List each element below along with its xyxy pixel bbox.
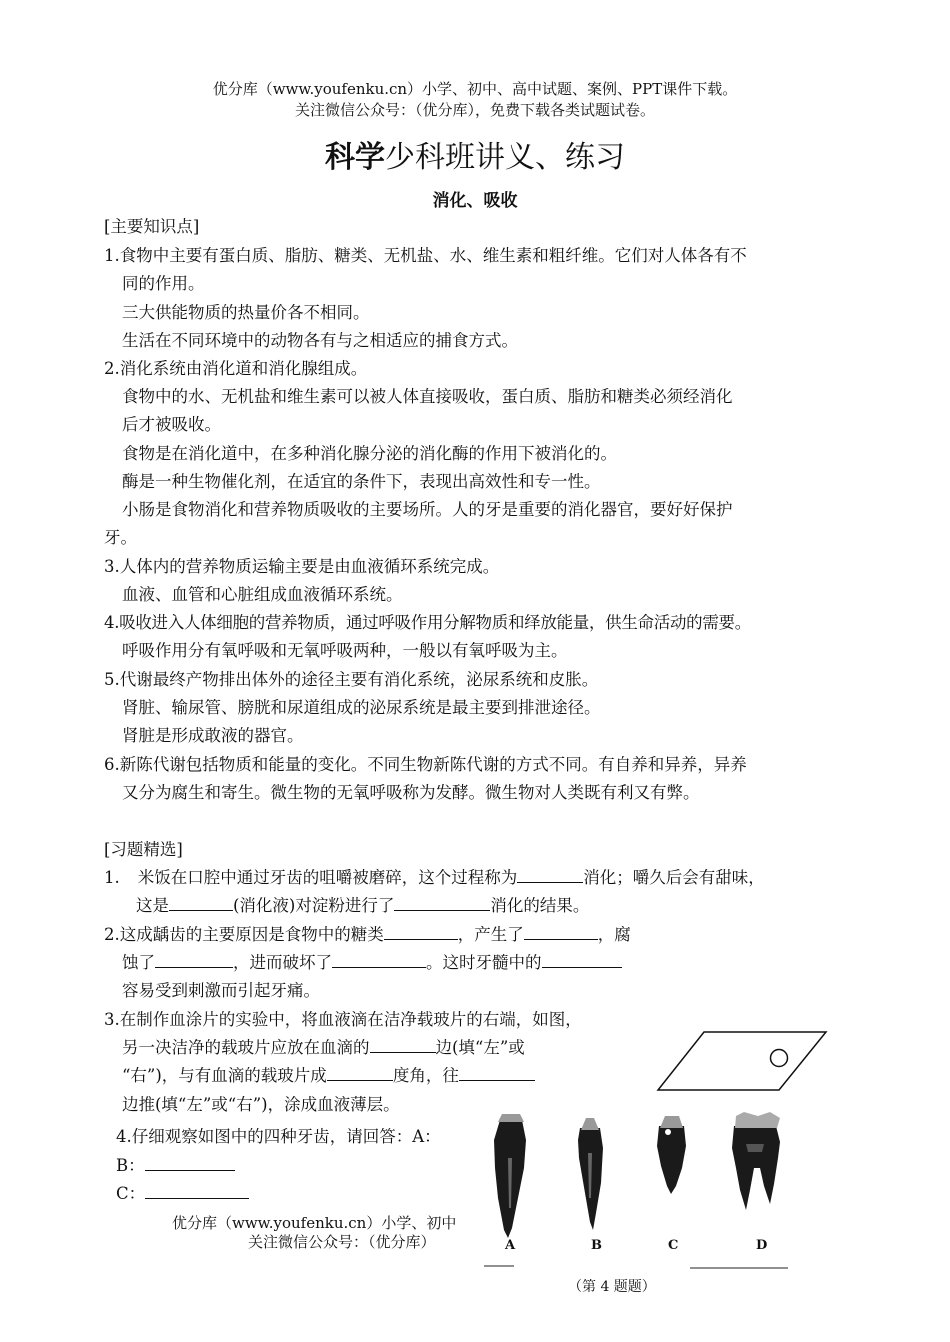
footer-line-1: 优分库（www.youfenku.cn）小学、初中 [172, 1214, 457, 1232]
knowledge-line: 4.吸收进入人体细胞的营养物质，通过呼吸作用分解物质和绎放能量，供生命活动的需要。 [104, 613, 751, 632]
answer-blank[interactable] [542, 952, 622, 968]
header-line-2: 关注微信公众号：（优分库），免费下载各类试题试卷。 [294, 101, 655, 119]
exercises-heading: [习题精选] [104, 840, 183, 859]
answer-blank[interactable] [459, 1065, 535, 1081]
knowledge-line: 三大供能物质的热量价各不相同。 [122, 303, 370, 322]
knowledge-line: 3.人体内的营养物质运输主要是由血液循环系统完成。 [104, 557, 500, 576]
question-3-line-2 [122, 1034, 525, 1058]
q2-text-f: 。这时牙髓中的 [426, 953, 542, 972]
q1-text-a: 米饭在口腔中通过牙齿的咀嚼被磨碎，这个过程称为 [137, 868, 518, 887]
blood-drop-shape [771, 1050, 788, 1067]
knowledge-line: 酶是一种生物催化剂，在适宜的条件下，表现出高效性和专一性。 [122, 472, 601, 491]
question-3-line-4: 边推(填“左”或“右”)，涂成血液薄层。 [122, 1095, 400, 1114]
question-4-line-3 [116, 1180, 249, 1204]
knowledge-line: 同的作用。 [122, 274, 205, 293]
answer-blank[interactable] [384, 924, 458, 940]
knowledge-line: 生活在不同环境中的动物各有与之相适应的捕食方式。 [122, 331, 518, 350]
page-title-bold: 科学 [325, 140, 385, 175]
q1-number: 1. [104, 868, 120, 887]
question-2-line-3: 容易受到刺激而引起牙痛。 [122, 981, 320, 1000]
answer-blank[interactable] [394, 895, 490, 911]
teeth-figure [478, 1098, 800, 1273]
question-4-line-1: 4.仔细观察如图中的四种牙齿，请回答：A： [116, 1127, 441, 1146]
knowledge-line: 6.新陈代谢包括物质和能量的变化。不同生物新陈代谢的方式不同。有自养和异养，异养 [104, 755, 747, 774]
question-3-line-1: 3.在制作血涂片的实验中，将血液滴在洁净载玻片的右端，如图， [104, 1010, 582, 1029]
q3-text-d: “右”)，与有血滴的载玻片成 [122, 1066, 327, 1085]
question-4-line-2 [116, 1152, 235, 1176]
tooth-label-d: D [756, 1238, 768, 1253]
answer-blank[interactable] [332, 952, 426, 968]
answer-blank[interactable] [524, 924, 598, 940]
knowledge-line: 肾脏、输尿管、膀胱和尿道组成的泌尿系统是最主要到排泄途径。 [122, 698, 601, 717]
glass-slide-shape [658, 1032, 826, 1090]
answer-blank[interactable] [155, 952, 233, 968]
q1-text-c: 这是 [136, 896, 169, 915]
q3-text-b: 另一决洁净的载玻片应放在血滴的 [122, 1038, 370, 1057]
answer-blank[interactable] [169, 895, 233, 911]
knowledge-line: 2.消化系统由消化道和消化腺组成。 [104, 359, 368, 378]
q1-text-e: 消化的结果。 [490, 896, 590, 915]
question-1-line-2 [136, 892, 589, 916]
q3-text-e: 度角，往 [392, 1066, 459, 1085]
knowledge-line: 小肠是食物消化和营养物质吸收的主要场所。人的牙是重要的消化器官，要好好保护 [122, 500, 733, 519]
q2-text-a: 2.这成龋齿的主要原因是食物中的糖类 [104, 925, 384, 944]
knowledge-line: 血液、血管和心脏组成血液循环系统。 [122, 585, 403, 604]
question-1-line-1 [104, 864, 765, 888]
answer-blank[interactable] [517, 867, 583, 883]
q3-text-c: 边(填“左”或 [435, 1038, 525, 1057]
page-title [0, 132, 950, 176]
q2-text-b: ，产生了 [457, 925, 524, 944]
tooth-label-c: C [668, 1238, 679, 1253]
question-2-line-2 [122, 949, 622, 973]
answer-blank[interactable] [370, 1037, 436, 1053]
tooth-label-b: B [591, 1238, 602, 1253]
answer-blank[interactable] [145, 1155, 235, 1171]
q2-text-d: 蚀了 [122, 953, 155, 972]
knowledge-line: 食物中的水、无机盐和维生素可以被人体直接吸收，蛋白质、脂肪和糖类必须经消化 [122, 387, 733, 406]
q2-text-e: ，进而破坏了 [233, 953, 332, 972]
question-3-line-3 [122, 1062, 535, 1086]
answer-blank[interactable] [327, 1065, 393, 1081]
tooth-label-a: A [505, 1238, 516, 1253]
q4-text-b: B： [116, 1156, 145, 1175]
answer-blank[interactable] [145, 1183, 249, 1199]
knowledge-line: 又分为腐生和寄生。微生物的无氧呼吸称为发酵。微生物对人类既有利又有弊。 [122, 783, 700, 802]
knowledge-line: 后才被吸收。 [122, 415, 221, 434]
q2-text-c: ，腐 [597, 925, 631, 944]
knowledge-line: 食物是在消化道中，在多种消化腺分泌的消化酶的作用下被消化的。 [122, 444, 617, 463]
knowledge-line: 肾脏是形成敢液的器官。 [122, 726, 304, 745]
knowledge-line: 呼吸作用分有氧呼吸和无氧呼吸两种，一般以有氧呼吸为主。 [122, 641, 568, 660]
knowledge-line: 5.代谢最终产物排出体外的途径主要有消化系统，泌尿系统和皮胀。 [104, 670, 599, 689]
knowledge-line: 1.食物中主要有蛋白质、脂肪、糖类、无机盐、水、维生素和粗纤维。它们对人体各有不 [104, 246, 747, 265]
q1-text-b: 消化；嚼久后会有甜味， [583, 868, 765, 887]
page-title-rest: 少科班讲义、练习 [385, 140, 625, 175]
page-subtitle: 消化、吸收 [432, 191, 518, 211]
footer-line-2: 关注微信公众号：（优分库） [248, 1233, 436, 1251]
header-line-1: 优分库（www.youfenku.cn）小学、初中、高中试题、案例、PPT课件下载。 [212, 80, 738, 98]
q4-text-c: C： [116, 1184, 146, 1203]
slide-figure [655, 1030, 830, 1100]
q1-text-d: (消化液)对淀粉进行了 [233, 896, 395, 915]
question-2-line-1 [104, 921, 631, 945]
knowledge-heading: [主要知识点] [104, 217, 200, 236]
figure-4-caption: （第 4 题题） [568, 1279, 656, 1295]
knowledge-line: 牙。 [104, 528, 137, 547]
